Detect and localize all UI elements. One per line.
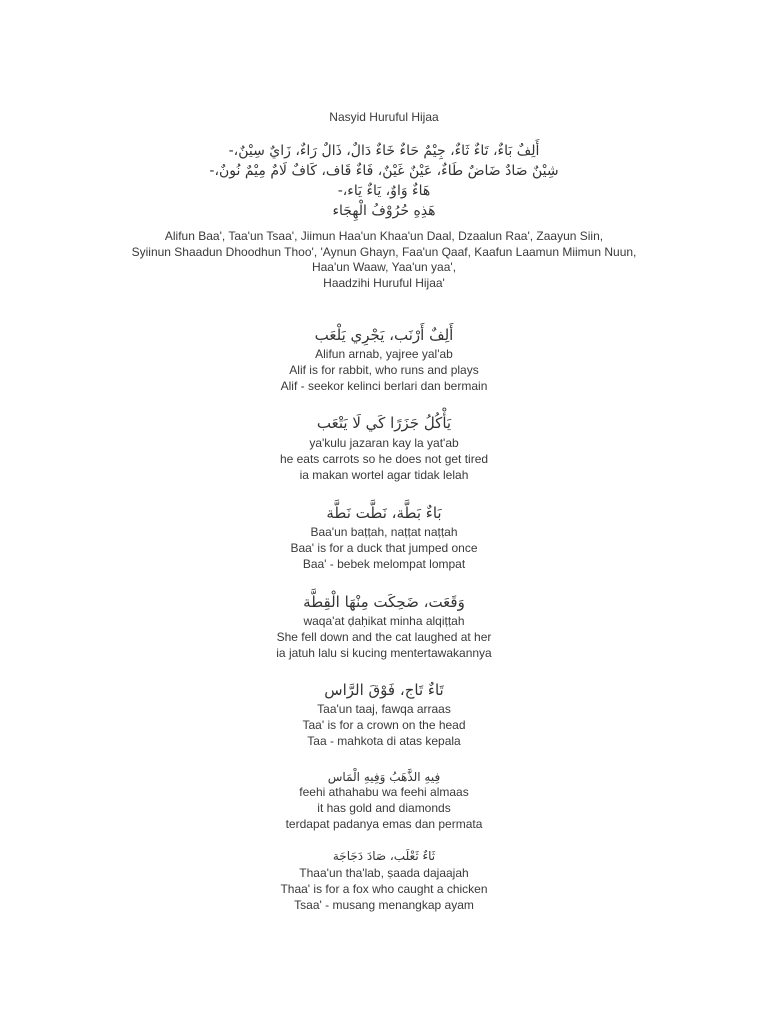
indonesian-line: Tsaa' - musang menangkap ayam <box>294 897 474 912</box>
stanza-translation <box>0 614 768 661</box>
stanza-translation <box>0 525 768 572</box>
intro-arabic-line: أَلِفٌ بَاءٌ، تَاءٌ ثَاءٌ، جِيْمٌ حَاءٌ خَاءٌ دَالٌ، ذَالٌ رَاءٌ، زَايٌ سِيْنٌ،- <box>228 143 540 159</box>
indonesian-line: ia jatuh lalu si kucing mentertawakannya <box>276 645 492 660</box>
stanza-arabic: وَقَعَت، ضَحِكَت مِنْهَا الْقِطَّة <box>303 593 465 611</box>
intro-latin-line: Haadzihi Huruful Hijaa' <box>323 275 445 290</box>
transliteration-line: feehi athahabu wa feehi almaas <box>299 785 469 799</box>
english-line: Baa' is for a duck that jumped once <box>290 540 478 555</box>
indonesian-line: Taa - mahkota di atas kepala <box>307 733 461 748</box>
english-line: he eats carrots so he does not get tired <box>279 451 489 466</box>
stanza-arabic: بَاءٌ بَطَّة، نَطَّت نَطَّة <box>326 504 442 522</box>
intro-latin-line: Alifun Baa', Taa'un Tsaa', Jiimun Haa'un Khaa'un Daal, Dzaalun Raa', Zaayun Siin, <box>164 229 604 243</box>
transliteration-line: Alifun arnab, yajree yal'ab <box>315 347 453 361</box>
transliteration-line: Baa'un baṭṭah, naṭṭat naṭṭah <box>310 525 458 539</box>
intro-latin-line: Haa'un Waaw, Yaa'un yaa', <box>311 260 457 274</box>
stanza-translation <box>0 347 768 394</box>
stanza-translation <box>0 436 768 483</box>
intro-arabic-line: هَذِهِ حُرُوْفُ الْهِجَاء <box>332 203 436 219</box>
intro-arabic-line: هَاءٌ وَاوٌ، يَاءٌ يَاء،- <box>337 183 431 199</box>
indonesian-line: ia makan wortel agar tidak lelah <box>299 467 469 482</box>
stanza-translation <box>0 702 768 749</box>
stanza-translation <box>0 866 768 913</box>
stanza-translation <box>0 785 768 832</box>
stanza-arabic: تَاءٌ تَاج، فَوْقَ الرَّاس <box>324 681 444 699</box>
transliteration-line: ya'kulu jazaran kay la yat'ab <box>309 436 459 450</box>
transliteration-line: waqa'at ḍaḥikat minha alqiṭṭah <box>303 614 465 628</box>
indonesian-line: Alif - seekor kelinci berlari dan bermain <box>280 378 488 393</box>
english-line: She fell down and the cat laughed at her <box>276 629 492 644</box>
transliteration-line: Taa'un taaj, fawqa arraas <box>317 702 451 716</box>
intro-latin <box>0 229 768 291</box>
english-line: it has gold and diamonds <box>317 800 451 815</box>
intro-arabic <box>0 141 768 221</box>
transliteration-line: Thaa'un tha'lab, ṣaada dajaajah <box>299 866 469 880</box>
indonesian-line: terdapat padanya emas dan permata <box>285 816 483 831</box>
intro-arabic-line: شِيْنٌ صَادٌ ضَاضٌ طَاءٌ، عَيْنٌ غَيْنٌ، فَاءٌ قَاف، كَافٌ لَامٌ مِيْمٌ نُونٌ،- <box>209 163 559 179</box>
stanza-arabic: يَأْكُلُ جَزَرًا كَي لَا يَتْعَب <box>316 414 452 432</box>
indonesian-line: Baa' - bebek melompat lompat <box>302 556 466 571</box>
english-line: Thaa' is for a fox who caught a chicken <box>280 881 488 896</box>
stanza-arabic: أَلِفٌ أَرْنَب، يَجْرِي يَلْعَب <box>314 326 454 344</box>
intro-latin-line: Syiinun Shaadun Dhoodhun Thoo', 'Aynun Ghayn, Faa'un Qaaf, Kaafun Laamun Miimun Nuun, <box>131 244 637 259</box>
stanza-arabic: ثَاءٌ ثَعْلَب، صَادَ دَجَاجَة <box>332 849 436 863</box>
english-line: Taa' is for a crown on the head <box>302 717 466 732</box>
document-title: Nasyid Huruful Hijaa <box>329 110 439 124</box>
english-line: Alif is for rabbit, who runs and plays <box>289 362 479 377</box>
stanza-arabic: فِيهِ الذَّهَبُ وَفِيهِ الْمَاس <box>327 770 441 784</box>
